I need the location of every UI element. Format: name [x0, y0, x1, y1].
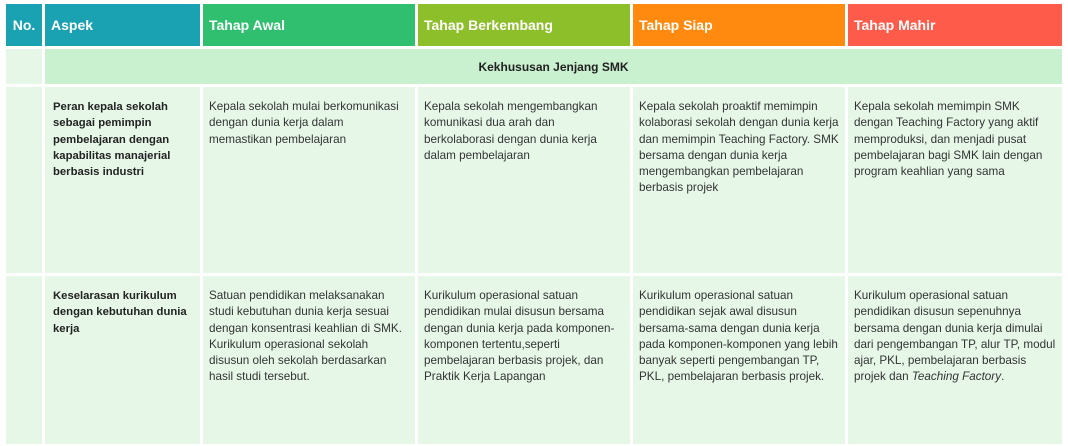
- row-2-tahap-siap: Kurikulum operasional satuan pendidikan sejak awal disusun bersama-sama dengan dunia kerja pada komponen-komponen yang lebih banyak seperti pengembangan TP, PKL, pembelajaran berbasis projek.: [633, 276, 845, 444]
- row-2-aspek: Keselarasan kurikulum dengan kebutuhan dunia kerja: [45, 276, 200, 444]
- header-aspek: [45, 4, 200, 46]
- row-1-tahap-awal: Kepala sekolah mulai berkomunikasi dengan dunia kerja dalam memastikan pembelajaran: [203, 87, 415, 273]
- row-1-aspek: Peran kepala sekolah sebagai pemimpin pembelajaran dengan kapabilitas manajerial berbasis industri: [45, 87, 200, 273]
- header-tahap-awal: [203, 4, 415, 46]
- section-band: [45, 49, 1062, 84]
- row-2-mahir-end: .: [1001, 370, 1005, 384]
- header-tahap-awal-label: Tahap Awal: [209, 17, 285, 33]
- header-tahap-siap: [633, 4, 845, 46]
- row-1-no: [6, 87, 42, 273]
- row-2-tahap-awal: Satuan pendidikan melaksanakan studi kebutuhan dunia kerja sesuai dengan konsentrasi keahlian di SMK. Kurikulum operasional sekolah disusun oleh sekolah berdasarkan hasil studi tersebut.: [203, 276, 415, 444]
- header-tahap-mahir-label: Tahap Mahir: [854, 17, 936, 33]
- header-tahap-berkembang: [418, 4, 630, 46]
- row-2-tahap-mahir: [848, 276, 1062, 444]
- header-aspek-label: Aspek: [51, 17, 94, 33]
- row-1-tahap-siap: Kepala sekolah proaktif memimpin kolaborasi sekolah dengan dunia kerja dan memimpin Teaching Factory. SMK bersama dengan dunia kerja mengembangkan pembelajaran berbasis projek: [633, 87, 845, 273]
- header-no: [6, 4, 42, 46]
- section-title: Kekhususan Jenjang SMK: [478, 59, 629, 74]
- header-tahap-berkembang-label: Tahap Berkembang: [424, 17, 553, 33]
- row-2-tahap-berkembang: Kurikulum operasional satuan pendidikan mulai disusun bersama dengan dunia kerja pada komponen-komponen tertentu,seperti pembelajaran berbasis projek, dan Praktik Kerja Lapangan: [418, 276, 630, 444]
- row-1-tahap-berkembang: Kepala sekolah mengembangkan komunikasi dua arah dan berkolaborasi dengan dunia kerja dalam pembelajaran: [418, 87, 630, 273]
- row-1-tahap-mahir: Kepala sekolah memimpin SMK dengan Teaching Factory yang aktif memproduksi, dan menjadi pusat pembelajaran bagi SMK lain dengan program keahlian yang sama: [848, 87, 1062, 273]
- row-2-mahir-italic: Teaching Factory: [911, 370, 1002, 384]
- section-no-cell: [6, 49, 42, 84]
- header-tahap-siap-label: Tahap Siap: [639, 17, 713, 33]
- row-2-no: [6, 276, 42, 444]
- header-no-label: No.: [12, 17, 36, 33]
- row-2-mahir-text: Kurikulum operasional satuan pendidikan disusun sepenuhnya bersama dengan dunia kerja dimulai dari pengembangan TP, alur TP, modul ajar, PKL, pembelajaran berbasis projek dan: [854, 289, 1056, 384]
- header-tahap-mahir: [848, 4, 1062, 46]
